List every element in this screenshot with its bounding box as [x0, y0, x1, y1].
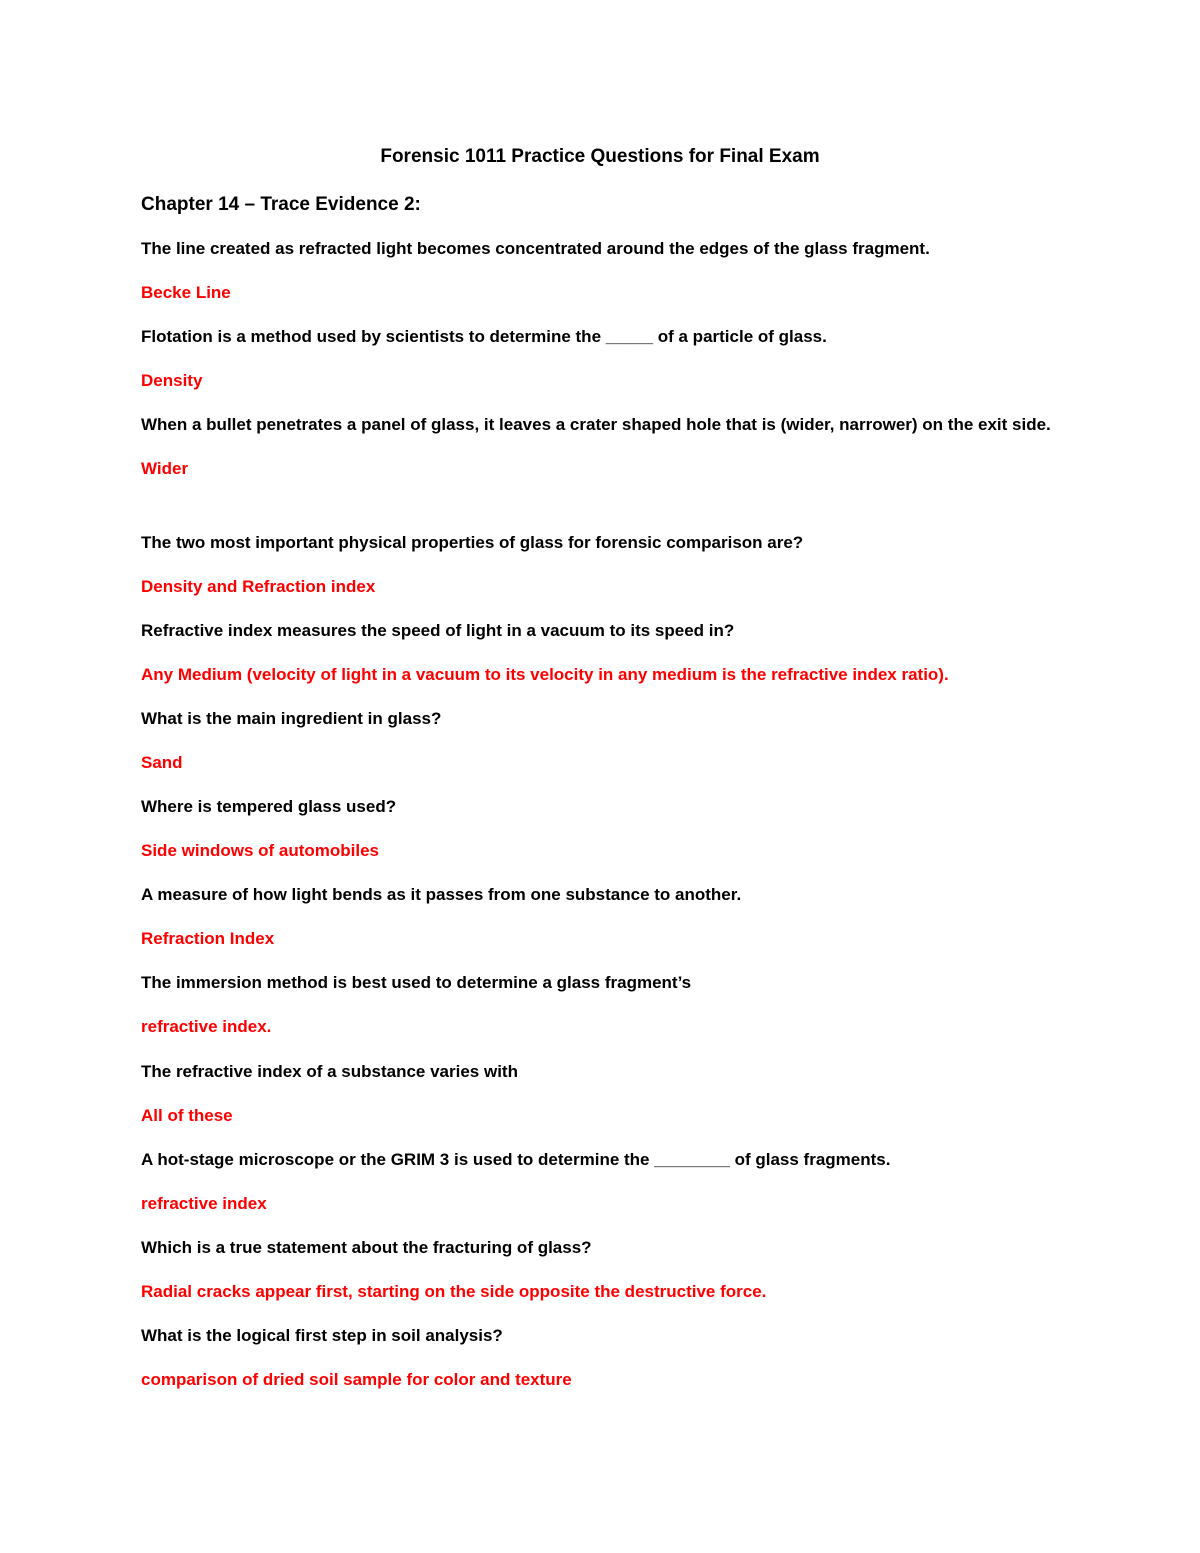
page-title: Forensic 1011 Practice Questions for Final Exam — [380, 146, 820, 167]
question-text: The line created as refracted light becomes concentrated around the edges of the glass fragment. — [141, 239, 930, 258]
chapter-heading: Chapter 14 – Trace Evidence 2: — [141, 194, 421, 215]
question-text: A hot-stage microscope or the GRIM 3 is used to determine the ________ of glass fragments. — [141, 1150, 891, 1169]
qa-item — [141, 969, 1061, 1041]
qa-item — [141, 881, 1061, 953]
question-text: Flotation is a method used by scientists to determine the _____ of a particle of glass. — [141, 327, 827, 346]
qa-item — [141, 235, 1061, 307]
answer-text: Side windows of automobiles — [141, 841, 380, 860]
qa-item — [141, 411, 1061, 483]
qa-item — [141, 529, 1061, 601]
question-text: The immersion method is best used to determine a glass fragment’s — [141, 973, 692, 992]
question-text: Where is tempered glass used? — [141, 797, 397, 816]
answer-text: Refraction Index — [141, 929, 275, 948]
qa-item — [141, 1234, 1061, 1306]
qa-item — [141, 1058, 1061, 1130]
answer-text: Density — [141, 371, 203, 390]
question-text: The two most important physical properties of glass for forensic comparison are? — [141, 533, 804, 552]
answer-text: refractive index. — [141, 1017, 272, 1036]
qa-item — [141, 323, 1061, 395]
answer-text: comparison of dried soil sample for color and texture — [141, 1370, 572, 1389]
question-text: A measure of how light bends as it passes from one substance to another. — [141, 885, 742, 904]
question-text: What is the logical first step in soil analysis? — [141, 1326, 503, 1345]
question-text: The refractive index of a substance varies with — [141, 1062, 518, 1081]
answer-text: Radial cracks appear first, starting on the side opposite the destructive force. — [141, 1282, 767, 1301]
answer-text: Becke Line — [141, 283, 231, 302]
answer-text: Any Medium (velocity of light in a vacuum to its velocity in any medium is the refractive index ratio). — [141, 665, 949, 684]
qa-item — [141, 705, 1061, 777]
qa-item — [141, 1322, 1061, 1394]
question-text: What is the main ingredient in glass? — [141, 709, 442, 728]
answer-text: Wider — [141, 459, 189, 478]
question-text: When a bullet penetrates a panel of glass, it leaves a crater shaped hole that is (wider, narrower) on the exit side. — [141, 415, 1051, 434]
qa-item — [141, 1146, 1061, 1218]
qa-item — [141, 793, 1061, 865]
question-text: Which is a true statement about the fracturing of glass? — [141, 1238, 592, 1257]
answer-text: refractive index — [141, 1194, 267, 1213]
answer-text: All of these — [141, 1106, 233, 1125]
question-text: Refractive index measures the speed of light in a vacuum to its speed in? — [141, 621, 735, 640]
answer-text: Density and Refraction index — [141, 577, 376, 596]
qa-item — [141, 617, 1061, 689]
answer-text: Sand — [141, 753, 183, 772]
